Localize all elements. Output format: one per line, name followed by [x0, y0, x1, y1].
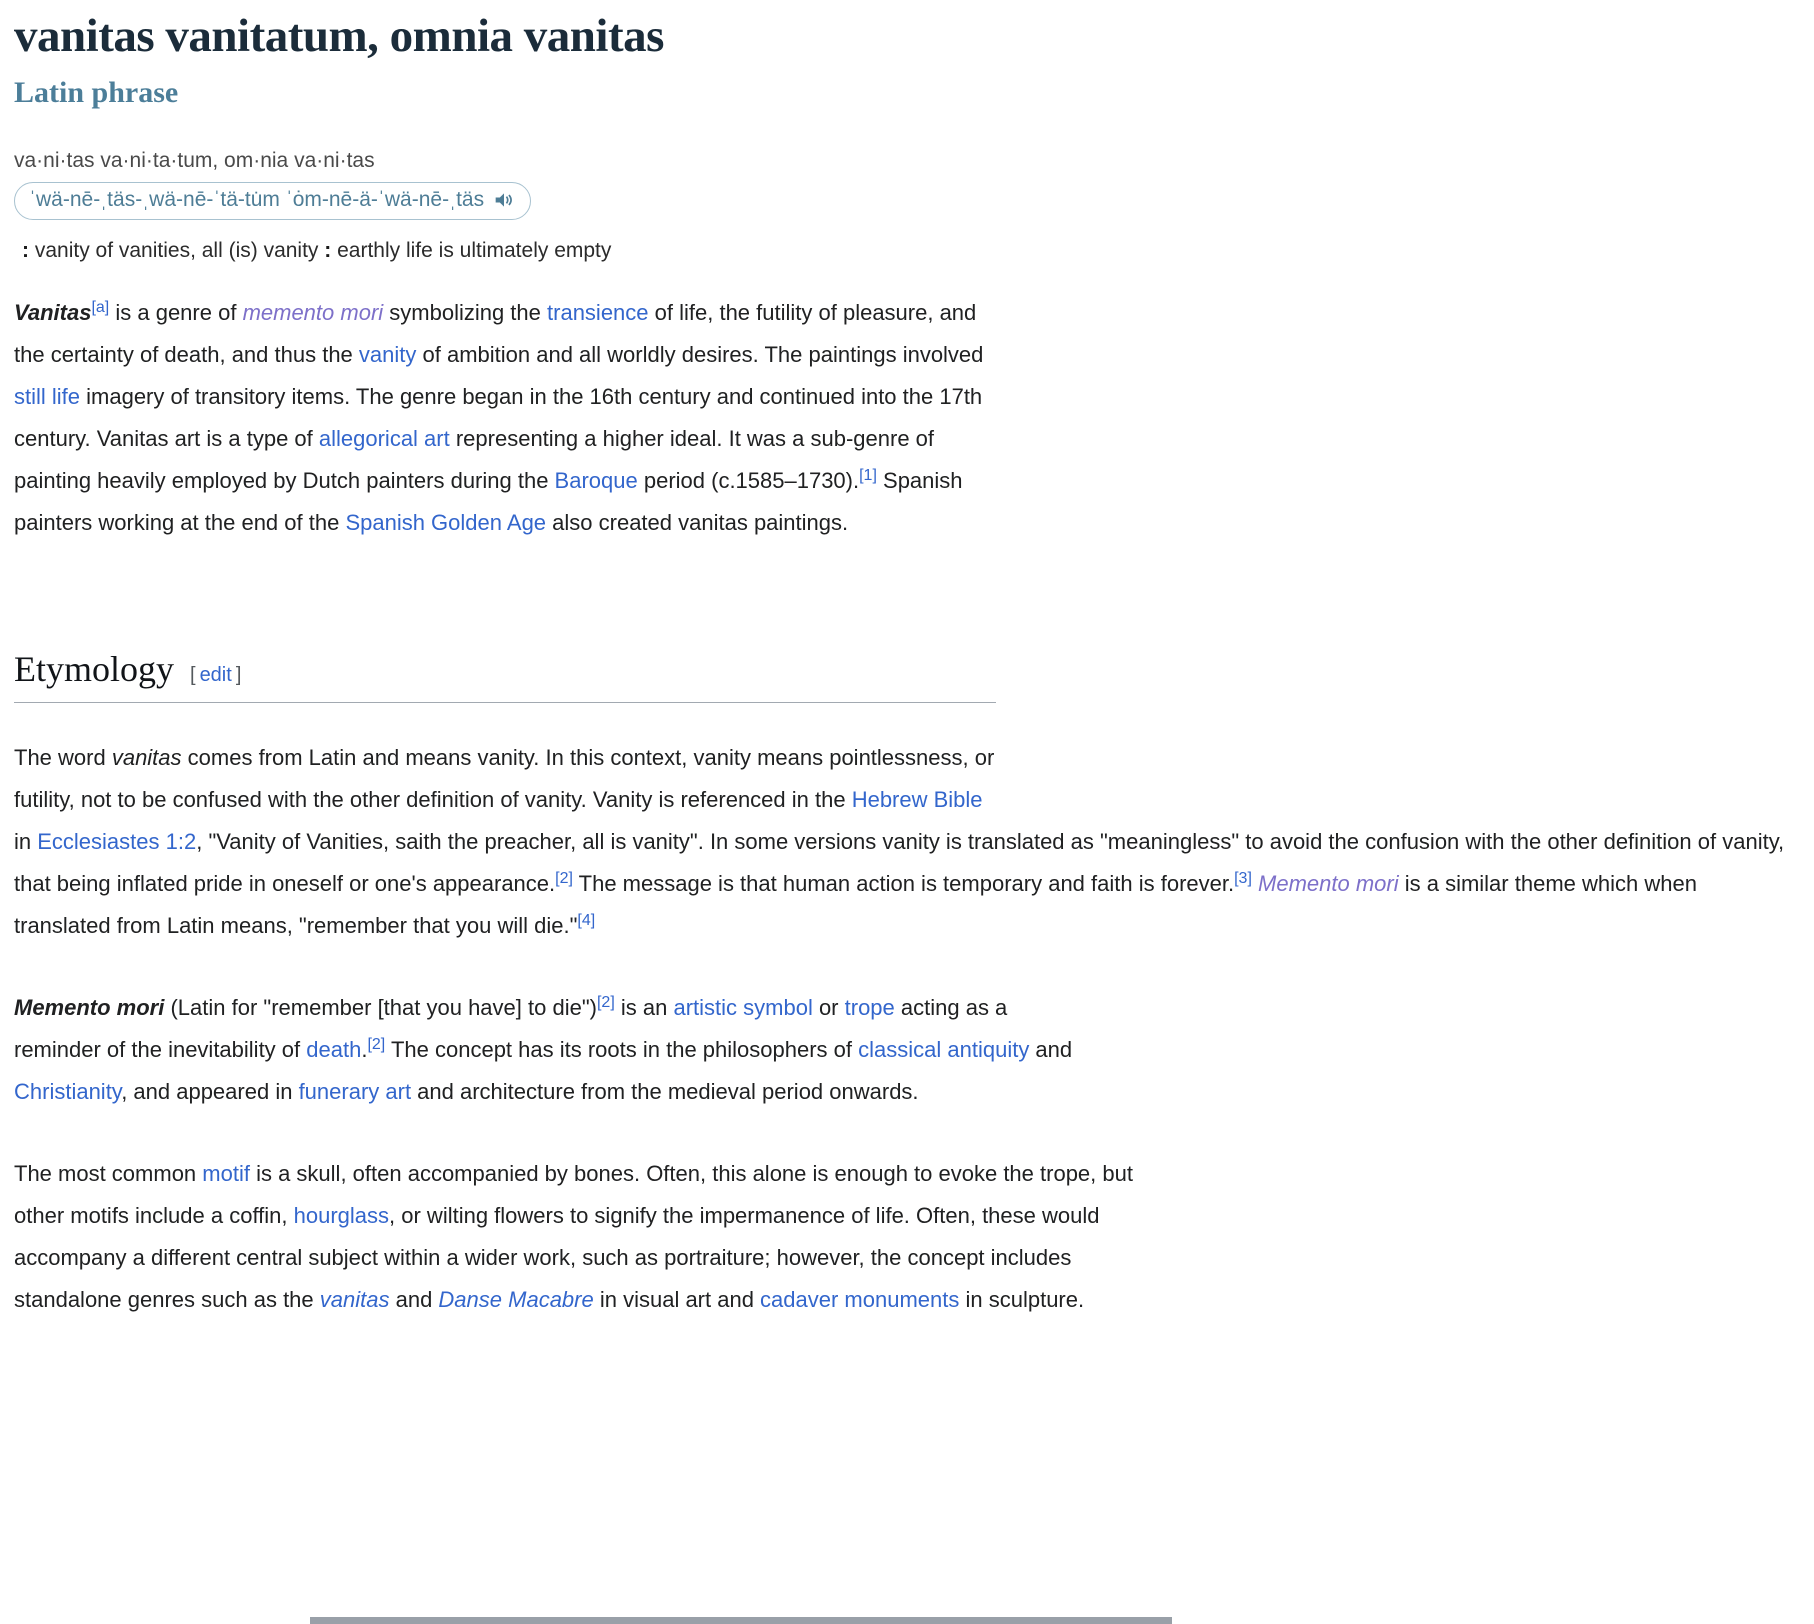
section-heading-container [14, 648, 996, 703]
styled-text: Memento mori [14, 995, 165, 1020]
reference-superscript [367, 1032, 385, 1053]
text-segment: representing a higher ideal. It was a sub-genre of painting heavily employed by Dutch painters during the [14, 426, 935, 493]
text-segment: The word [14, 745, 112, 770]
etymology-paragraph [14, 737, 1796, 947]
link-funerary-art[interactable]: funerary art [298, 1079, 412, 1104]
text-segment: of life, the futility of pleasure, and the certainty of death, and thus the [14, 300, 977, 367]
link-transience[interactable]: transience [547, 300, 649, 325]
reference-superscript [1234, 866, 1252, 887]
text-segment: The message is that human action is temporary and faith is forever. [572, 871, 1235, 896]
text-segment: of ambition and all worldly desires. The paintings involved [416, 342, 984, 367]
link-vanitas[interactable]: vanitas [319, 1287, 390, 1312]
edit-link[interactable]: edit [199, 664, 232, 686]
edit-bracket-close: ] [235, 664, 242, 686]
link-classical-antiquity[interactable]: classical antiquity [858, 1037, 1030, 1062]
edit-section-link [190, 664, 241, 686]
styled-text: vanitas [111, 745, 182, 770]
styled-text: Vanitas [14, 300, 92, 325]
link-still-life[interactable]: still life [14, 384, 81, 409]
link-memento-mori[interactable]: Memento mori [1258, 871, 1399, 896]
memento-mori-paragraph [14, 987, 1094, 1113]
ref-1[interactable]: [1] [859, 466, 877, 484]
invisible-float-spacer [1004, 737, 1796, 817]
link-hourglass[interactable]: hourglass [293, 1203, 390, 1228]
ref-a[interactable]: [a] [91, 298, 110, 316]
link-spanish-golden-age[interactable]: Spanish Golden Age [345, 510, 547, 535]
text-segment: , or wilting flowers to signify the impermanence of life. Often, these would accompany a different central subject within a wider work, such as portraiture; however, the concept includes standalone genres such as the [14, 1203, 1100, 1312]
text-segment: (Latin for "remember [that you have] to die") [164, 995, 597, 1020]
text-segment: is an [614, 995, 674, 1020]
ref-3[interactable]: [3] [1234, 869, 1252, 887]
reference-superscript [555, 866, 573, 887]
text-segment: The most common [14, 1161, 203, 1186]
part-of-speech-label: Latin phrase [14, 76, 179, 109]
text-segment: is a similar theme which when translated from Latin means, "remember that you will die." [14, 871, 1697, 938]
link-baroque[interactable]: Baroque [554, 468, 638, 493]
text-segment: . [361, 1037, 368, 1062]
text-segment: vanity of vanities, all (is) vanity [29, 239, 325, 262]
text-segment: and [389, 1287, 439, 1312]
text-segment: period (c.1585–1730). [637, 468, 860, 493]
text-segment: and [1029, 1037, 1073, 1062]
link-trope[interactable]: trope [844, 995, 895, 1020]
ref-2[interactable]: [2] [555, 869, 573, 887]
text-segment: in visual art and [593, 1287, 761, 1312]
intro-paragraph [14, 292, 999, 544]
text-segment: earthly life is ultimately empty [331, 239, 612, 262]
styled-text: : [22, 239, 29, 262]
link-hebrew-bible[interactable]: Hebrew Bible [851, 787, 983, 812]
link-memento-mori[interactable]: memento mori [242, 300, 384, 325]
link-danse-macabre[interactable]: Danse Macabre [438, 1287, 594, 1312]
text-segment: Spanish painters working at the end of the [14, 468, 963, 535]
link-cadaver-monuments[interactable]: cadaver monuments [760, 1287, 960, 1312]
reference-superscript [91, 295, 109, 316]
definition-line [14, 236, 1796, 266]
ref-2[interactable]: [2] [596, 993, 615, 1011]
speaker-icon [494, 191, 514, 209]
link-vanity[interactable]: vanity [358, 342, 417, 367]
reference-superscript [859, 463, 877, 484]
ref-4[interactable]: [4] [577, 911, 596, 929]
text-segment: in [14, 829, 38, 854]
reference-superscript [597, 990, 615, 1011]
motifs-paragraph [14, 1153, 1136, 1321]
pronunciation-text: ˈwä-nē-ˌtäs-ˌwä-nē-ˈtä-tu̇m ˈȯm-nē-ä-ˈwä-nē-ˌtäs [29, 188, 485, 211]
link-artistic-symbol[interactable]: artistic symbol [673, 995, 813, 1020]
cropped-element-edge [310, 1617, 1172, 1624]
ref-2[interactable]: [2] [367, 1035, 386, 1053]
styled-text: : [324, 239, 332, 262]
page-title: vanitas vanitatum, omnia vanitas [14, 10, 664, 62]
link-death[interactable]: death [306, 1037, 362, 1062]
text-segment: , and appeared in [121, 1079, 299, 1104]
text-segment: also created vanitas paintings. [546, 510, 849, 535]
section-heading-etymology: Etymology [14, 649, 174, 689]
syllable-breakdown: va·ni·tas va·ni·ta·tum, om·nia va·ni·tas [14, 149, 375, 172]
link-allegorical-art[interactable]: allegorical art [318, 426, 450, 451]
text-segment: comes from Latin and means vanity. In this context, vanity means pointlessness, or futility, not to be confused with the other definition of vanity. Vanity is referenced in the [14, 745, 995, 812]
edit-bracket-open: [ [190, 664, 196, 686]
link-christianity[interactable]: Christianity [14, 1079, 122, 1104]
text-segment: is a genre of [109, 300, 243, 325]
text-segment: The concept has its roots in the philosophers of [385, 1037, 859, 1062]
text-segment: , "Vanity of Vanities, saith the preacher, all is vanity". In some versions vanity is translated as "meaningless" to avoid the confusion with the other definition of vanity, that being inflated pride in oneself or one's appearance. [14, 829, 1785, 896]
text-segment: is a skull, often accompanied by bones. Often, this alone is enough to evoke the trope, but other motifs include a coffin, [14, 1161, 1133, 1228]
link-ecclesiastes-1-2[interactable]: Ecclesiastes 1:2 [37, 829, 197, 854]
text-segment: and architecture from the medieval period onwards. [411, 1079, 919, 1104]
pronunciation-audio-button[interactable] [14, 182, 531, 220]
text-segment: or [812, 995, 845, 1020]
text-segment: imagery of transitory items. The genre began in the 16th century and continued into the 17th century. Vanitas art is a type of [14, 384, 983, 451]
text-segment: acting as a reminder of the inevitability of [14, 995, 1008, 1062]
text-segment: symbolizing the [383, 300, 548, 325]
link-motif[interactable]: motif [202, 1161, 250, 1186]
reference-superscript [577, 908, 595, 929]
text-segment: in sculpture. [959, 1287, 1085, 1312]
